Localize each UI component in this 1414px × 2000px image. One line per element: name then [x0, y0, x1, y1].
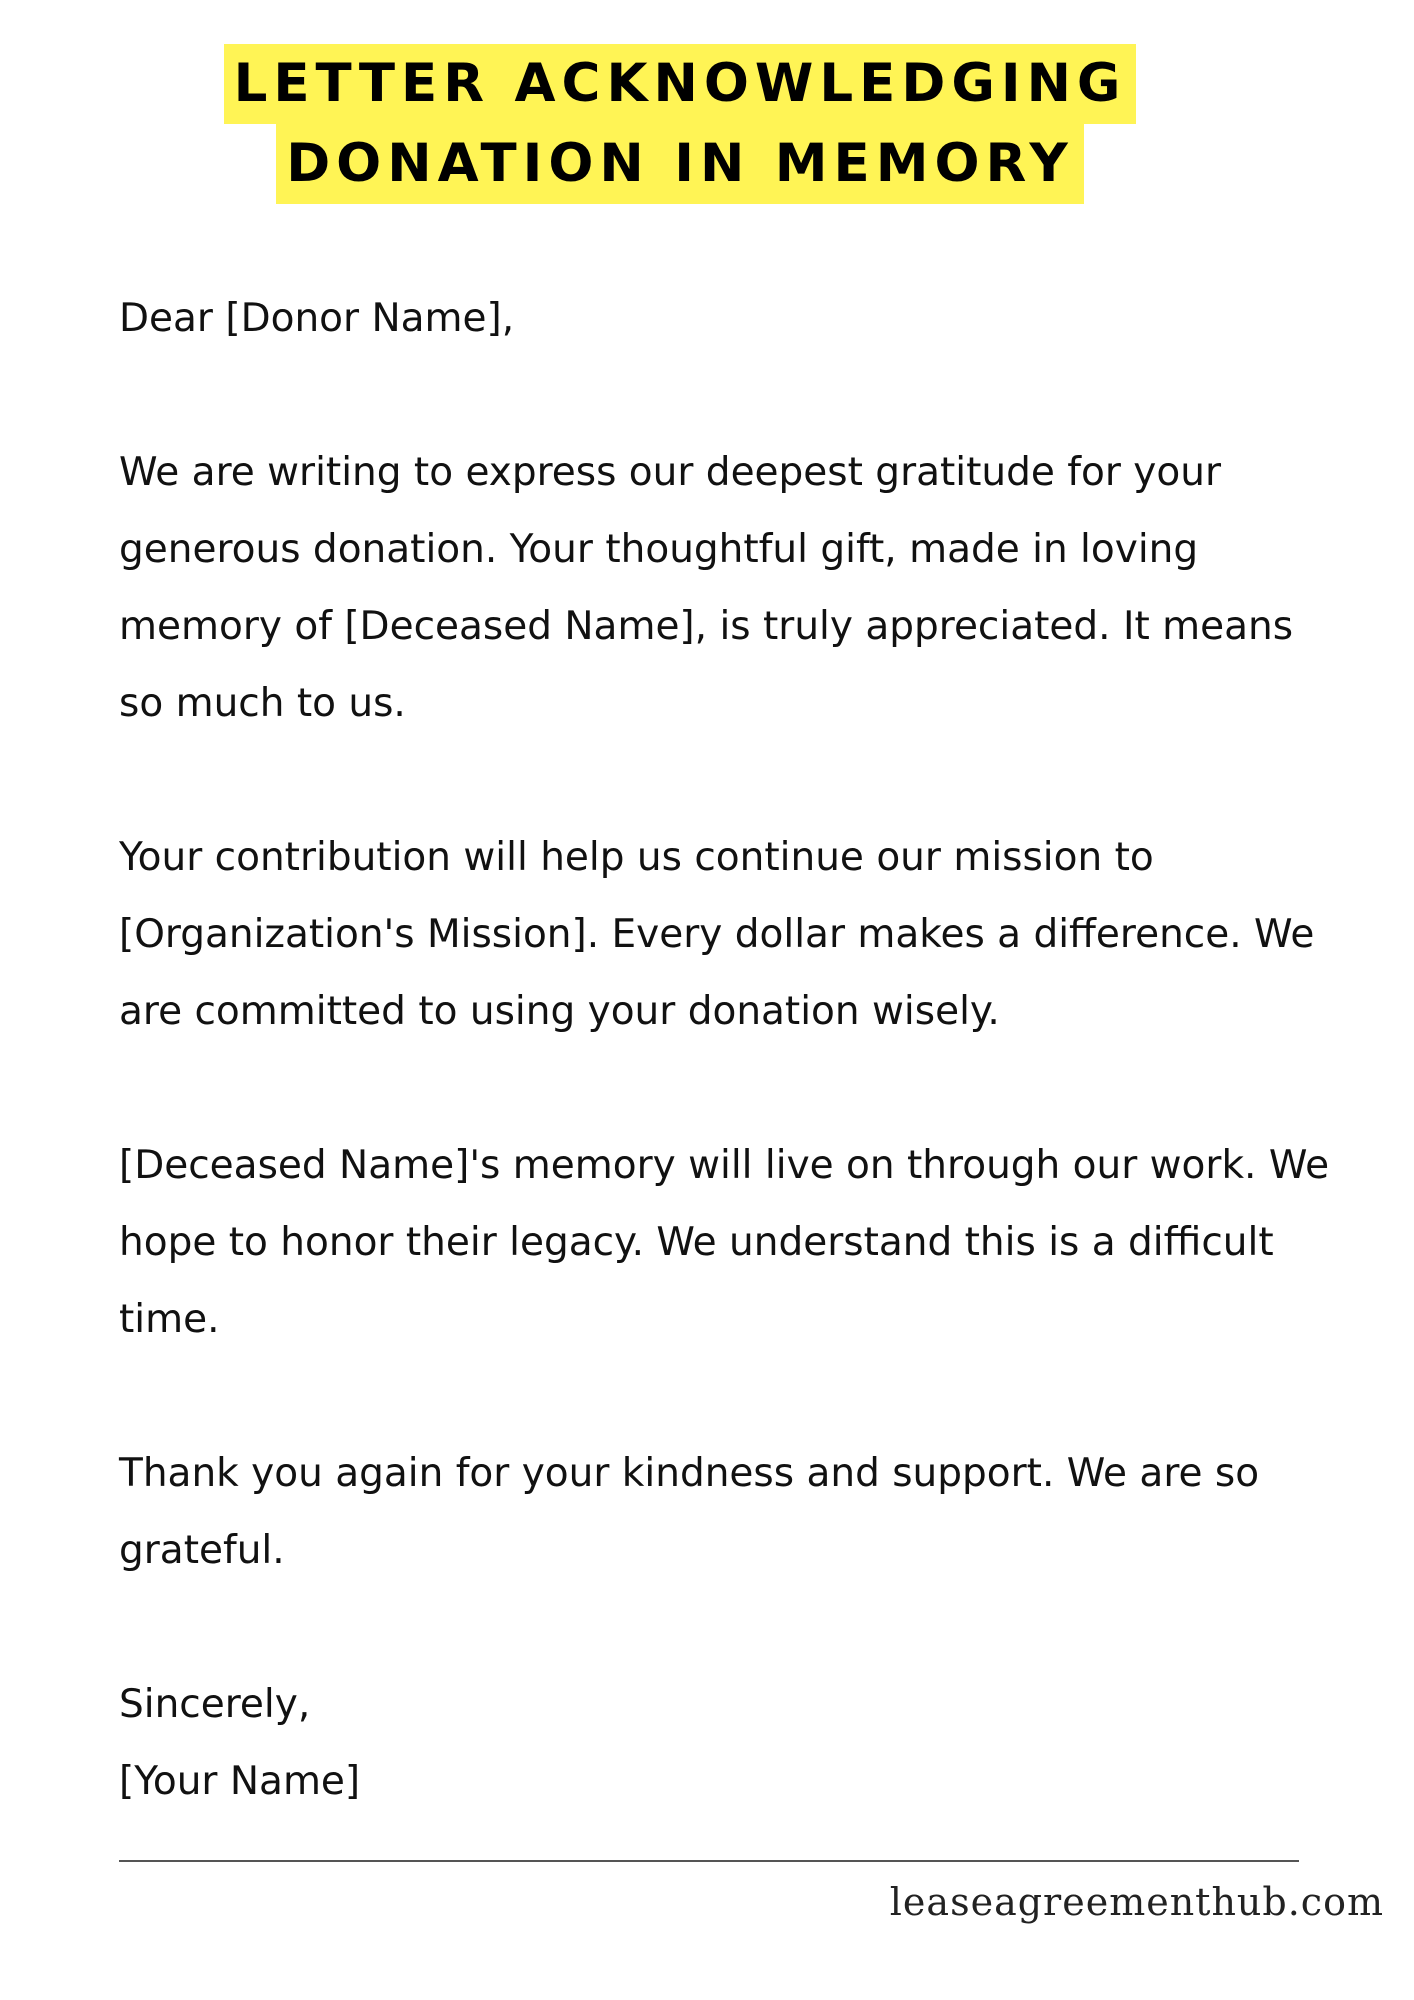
paragraph-memory: [Deceased Name]'s memory will live on through our work. We hope to honor their legacy. We understand this is a difficult time.: [119, 1143, 1330, 1342]
signature-placeholder: [Your Name]: [119, 1759, 361, 1804]
footer-website: leaseagreementhub.com: [889, 1880, 1384, 1924]
closing: Sincerely,: [119, 1682, 311, 1727]
paragraph-mission: Your contribution will help us continue our mission to [Organization's Mission]. Every dollar makes a difference. We are committed to using your donation wisely.: [119, 835, 1315, 1034]
paragraph-gratitude: We are writing to express our deepest gratitude for your generous donation. Your thoughtful gift, made in loving memory of [Deceased Name], is truly appreciated. It means so much to us.: [119, 450, 1294, 726]
paragraph-thanks: Thank you again for your kindness and support. We are so grateful.: [119, 1451, 1260, 1573]
title-line-2: DONATION IN MEMORY: [276, 124, 1084, 204]
title-line-1: LETTER ACKNOWLEDGING: [224, 44, 1137, 124]
salutation: Dear [Donor Name],: [119, 296, 515, 341]
document-title: [0, 44, 1360, 204]
footer-divider: [119, 1860, 1299, 1862]
letter-body: [119, 280, 1349, 1820]
